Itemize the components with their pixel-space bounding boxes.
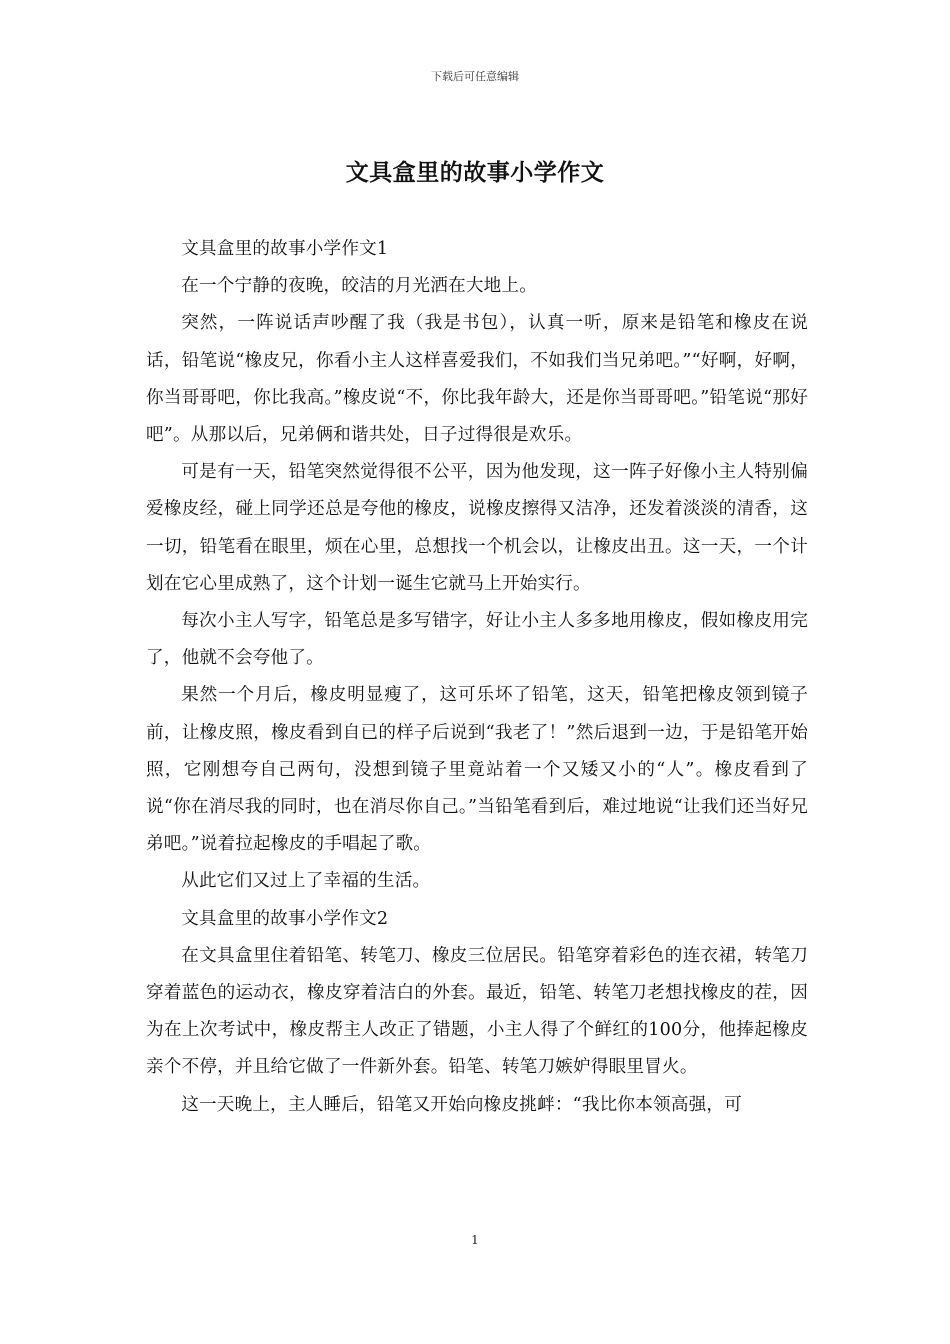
- page-number: 1: [471, 1233, 479, 1247]
- paragraph: 突然，一阵说话声吵醒了我（我是书包），认真一听，原来是铅笔和橡皮在说话，铅笔说“橡皮兄，你看小主人这样喜爱我们，不如我们当兄弟吧。”“好啊，好啊，你当哥哥吧，你比我高。”橡皮说“不，你比我年龄大，还是你当哥哥吧。”铅笔说“那好吧”。从那以后，兄弟俩和谐共处，日子过得很是欢乐。: [146, 313, 808, 446]
- paragraph: 这一天晚上，主人睡后，铅笔又开始向橡皮挑衅：“我比你本领高强，可: [181, 1094, 742, 1115]
- document-body: [146, 231, 808, 1124]
- paragraph: 每次小主人写字，铅笔总是多写错字，好让小主人多多地用橡皮，假如橡皮用完了，他就不会夸他了。: [146, 611, 808, 669]
- section-heading-2: 文具盒里的故事小学作文2: [181, 908, 389, 929]
- paragraph: 从此它们又过上了幸福的生活。: [181, 871, 431, 892]
- section-heading-1: 文具盒里的故事小学作文1: [181, 239, 389, 259]
- paragraph: 果然一个月后，橡皮明显瘦了，这可乐坏了铅笔，这天，铅笔把橡皮领到镜子前，让橡皮照，橡皮看到自已的样子后说到“我老了！”然后退到一边，于是铅笔开始照，它刚想夸自己两句，没想到镜子里竟站着一个又矮又小的“人”。橡皮看到了说“你在消尽我的同时，也在消尽你自己。”当铅笔看到后，难过地说“让我们还当好兄弟吧。”说着拉起橡皮的手唱起了歌。: [146, 685, 808, 855]
- document-title: 文具盒里的故事小学作文: [345, 159, 605, 186]
- paragraph: 在一个宁静的夜晚，皎洁的月光洒在大地上。: [181, 276, 538, 297]
- paragraph: 可是有一天，铅笔突然觉得很不公平，因为他发现，这一阵子好像小主人特别偏爱橡皮经，碰上同学还总是夸他的橡皮，说橡皮擦得又洁净，还发着淡淡的清香，这一切，铅笔看在眼里，烦在心里，总想找一个机会以，让橡皮出丑。这一天，一个计划在它心里成熟了，这个计划一诞生它就马上开始实行。: [146, 462, 808, 594]
- header-note: 下载后可任意编辑: [431, 70, 519, 83]
- paragraph: 在文具盒里住着铅笔、转笔刀、橡皮三位居民。铅笔穿着彩色的连衣裙，转笔刀穿着蓝色的运动衣，橡皮穿着洁白的外套。最近，铅笔、转笔刀老想找橡皮的茬，因为在上次考试中，橡皮帮主人改正了错题，小主人得了个鲜红的100分，他捧起橡皮亲个不停，并且给它做了一件新外套。铅笔、转笔刀嫉妒得眼里冒火。: [146, 945, 808, 1078]
